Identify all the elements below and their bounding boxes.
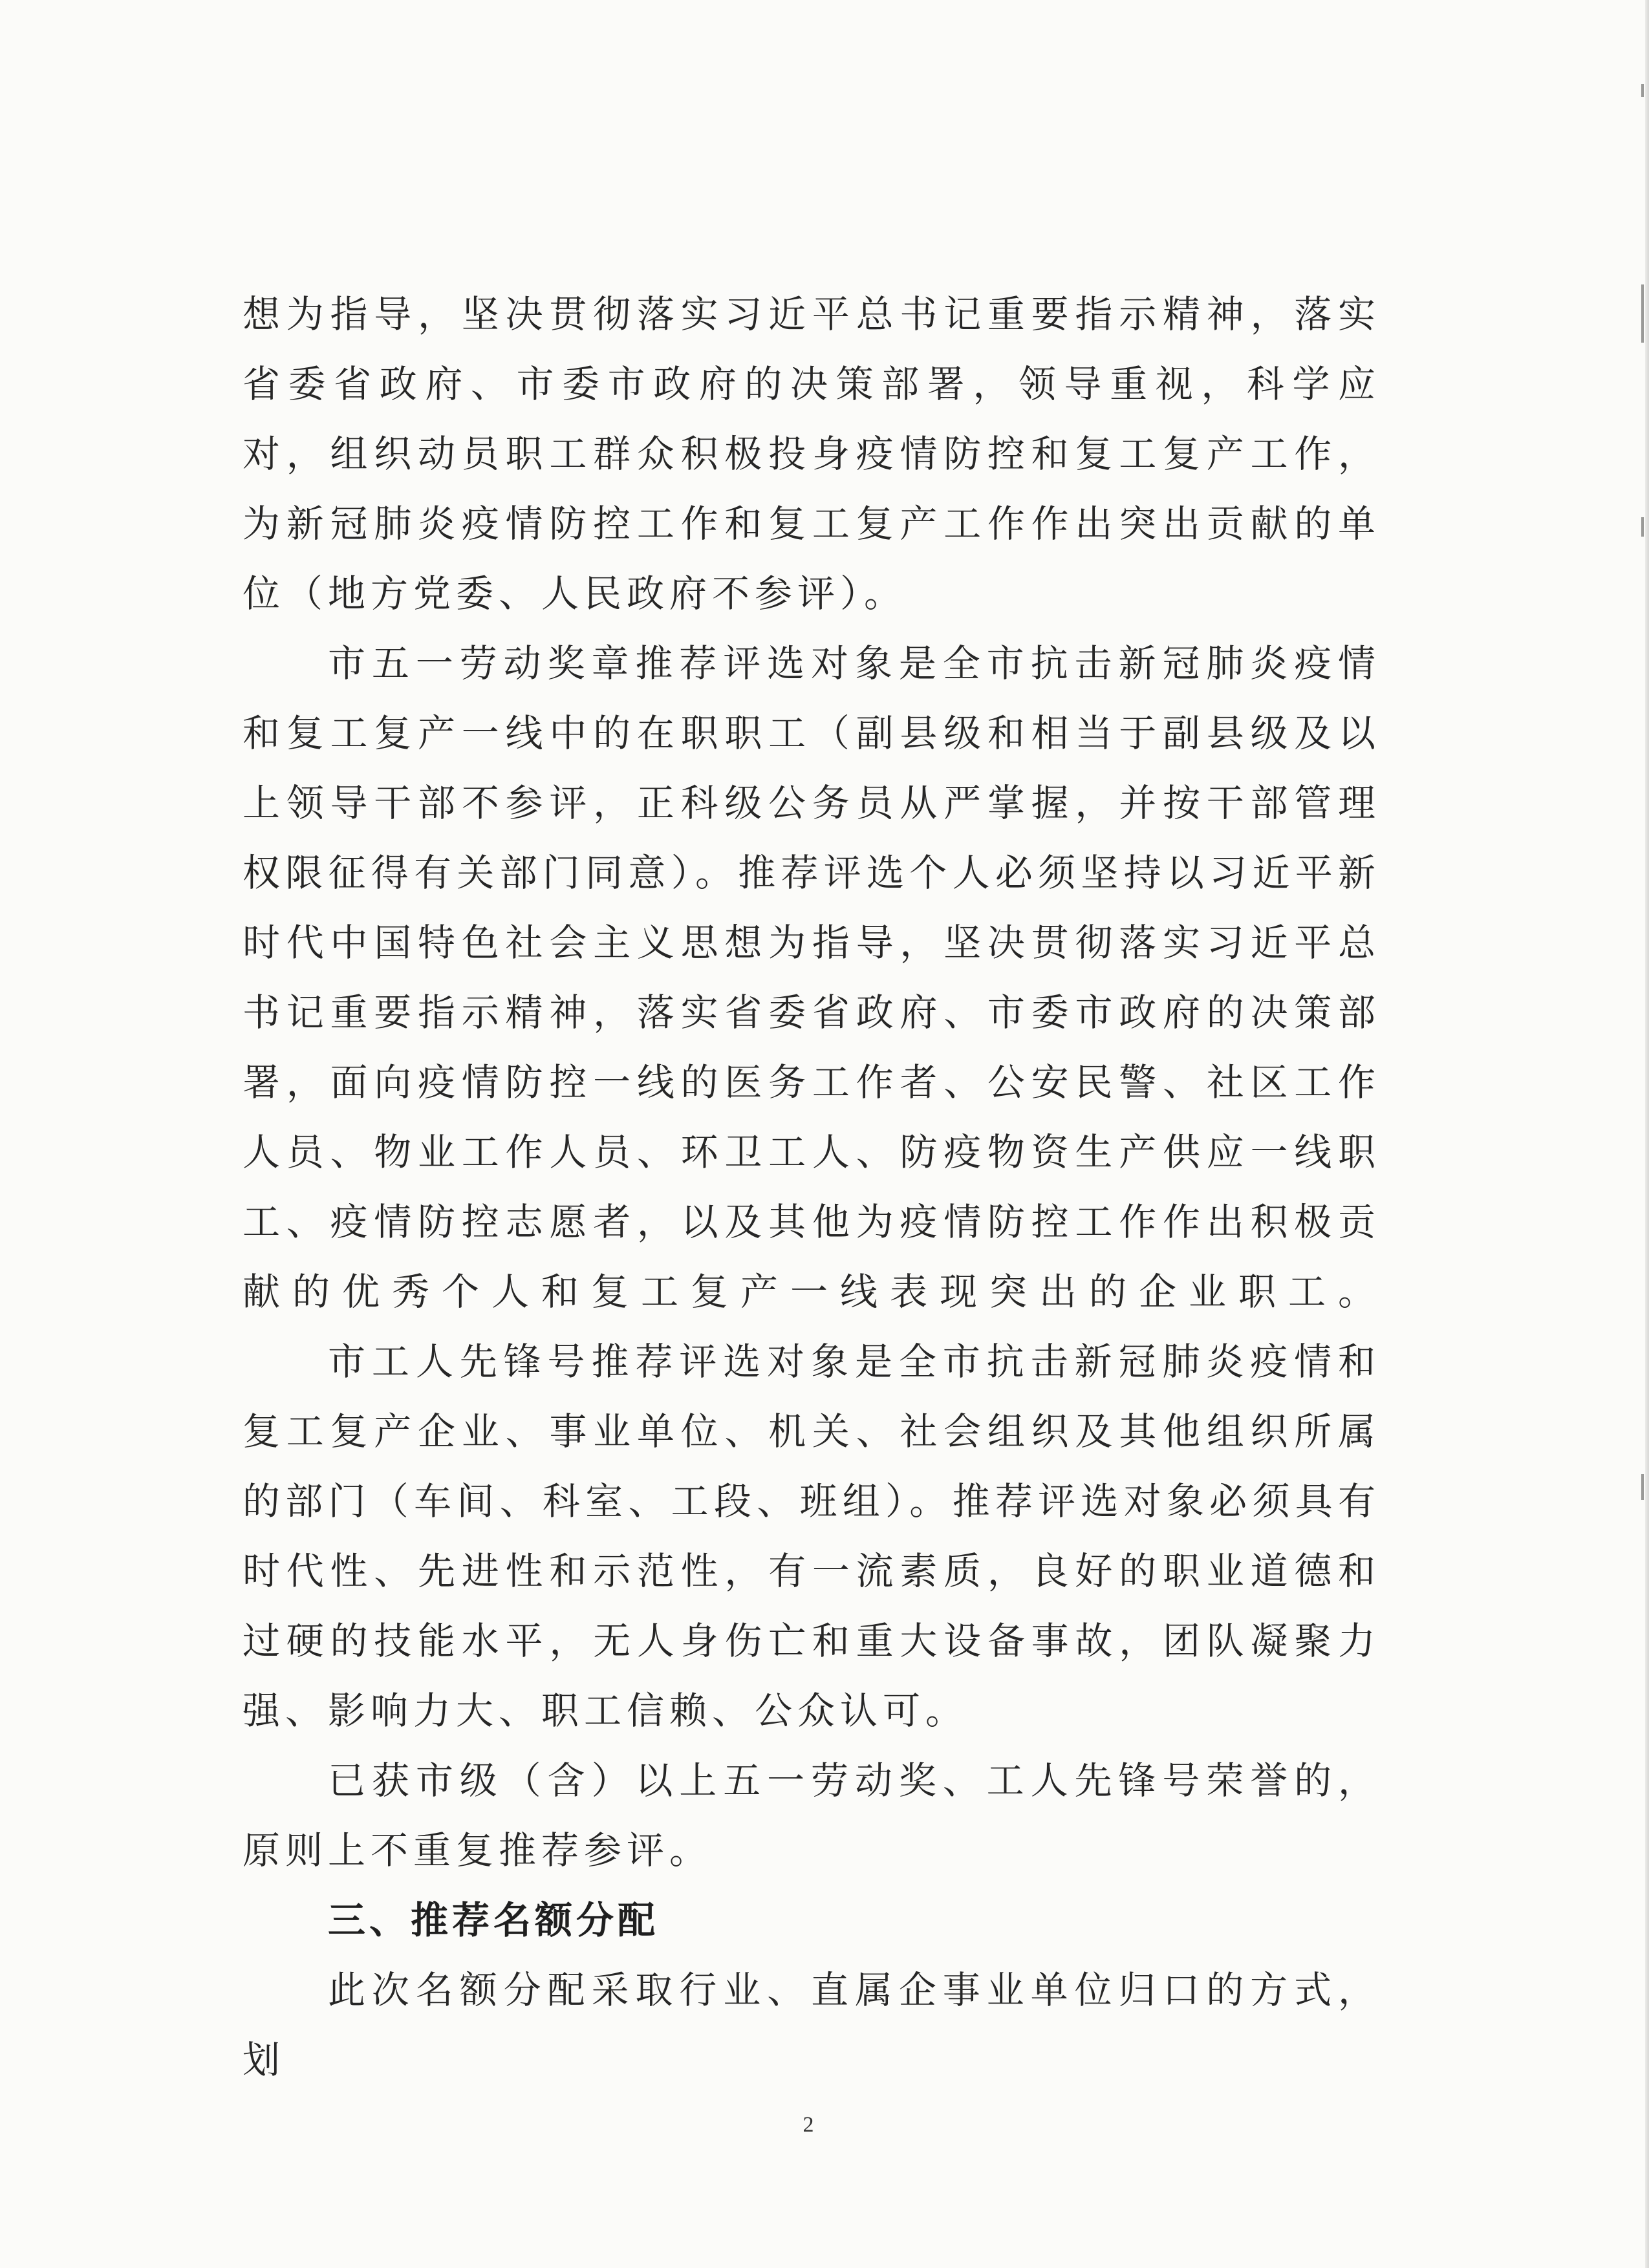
scan-mark [1641,84,1644,97]
section-heading-quota: 三、推荐名额分配 [328,1898,660,1942]
scan-mark [1641,1474,1644,1500]
scan-mark [1641,284,1644,343]
scan-edge-shadow [1645,0,1649,2268]
scan-mark [1641,517,1644,537]
paragraph-unit-criteria: 想为指导，坚决贯彻落实习近平总书记重要指示精神，落实省委省政府、市委市政府的决策部署，领导重视，科学应对，组织动员职工群众积极投身疫情防控和复工复产工作，为新冠肺炎疫情防控工作和复工复产工作作出突出贡献的单位（地方党委、人民政府不参评）。 [242,292,1381,615]
page-number: 2 [803,2113,814,2137]
paragraph-no-repeat-rule: 已获市级（含）以上五一劳动奖、工人先锋号荣誉的，原则上不重复推荐参评。 [242,1759,1381,1872]
document-body [242,279,1381,2095]
paragraph-worker-pioneer-criteria: 市工人先锋号推荐评选对象是全市抗击新冠肺炎疫情和复工复产企业、事业单位、机关、社会组织及其他组织所属的部门（车间、科室、工段、班组）。推荐评选对象必须具有时代性、先进性和示范性，有一流素质，良好的职业道德和过硬的技能水平，无人身伤亡和重大设备事故，团队凝聚力强、影响力大、职工信赖、公众认可。 [242,1340,1381,1733]
paragraph-quota-intro: 此次名额分配采取行业、直属企事业单位归口的方式，划 [242,1968,1381,2082]
paragraph-labor-medal-criteria: 市五一劳动奖章推荐评选对象是全市抗击新冠肺炎疫情和复工复产一线中的在职职工（副县级和相当于副县级及以上领导干部不参评，正科级公务员从严掌握，并按干部管理权限征得有关部门同意）。推荐评选个人必须坚持以习近平新时代中国特色社会主义思想为指导，坚决贯彻落实习近平总书记重要指示精神，落实省委省政府、市委市政府的决策部署，面向疫情防控一线的医务工作者、公安民警、社区工作人员、物业工作人员、环卫工人、防疫物资生产供应一线职工、疫情防控志愿者，以及其他为疫情防控工作作出积极贡献的优秀个人和复工复产一线表现突出的企业职工。 [242,641,1381,1314]
